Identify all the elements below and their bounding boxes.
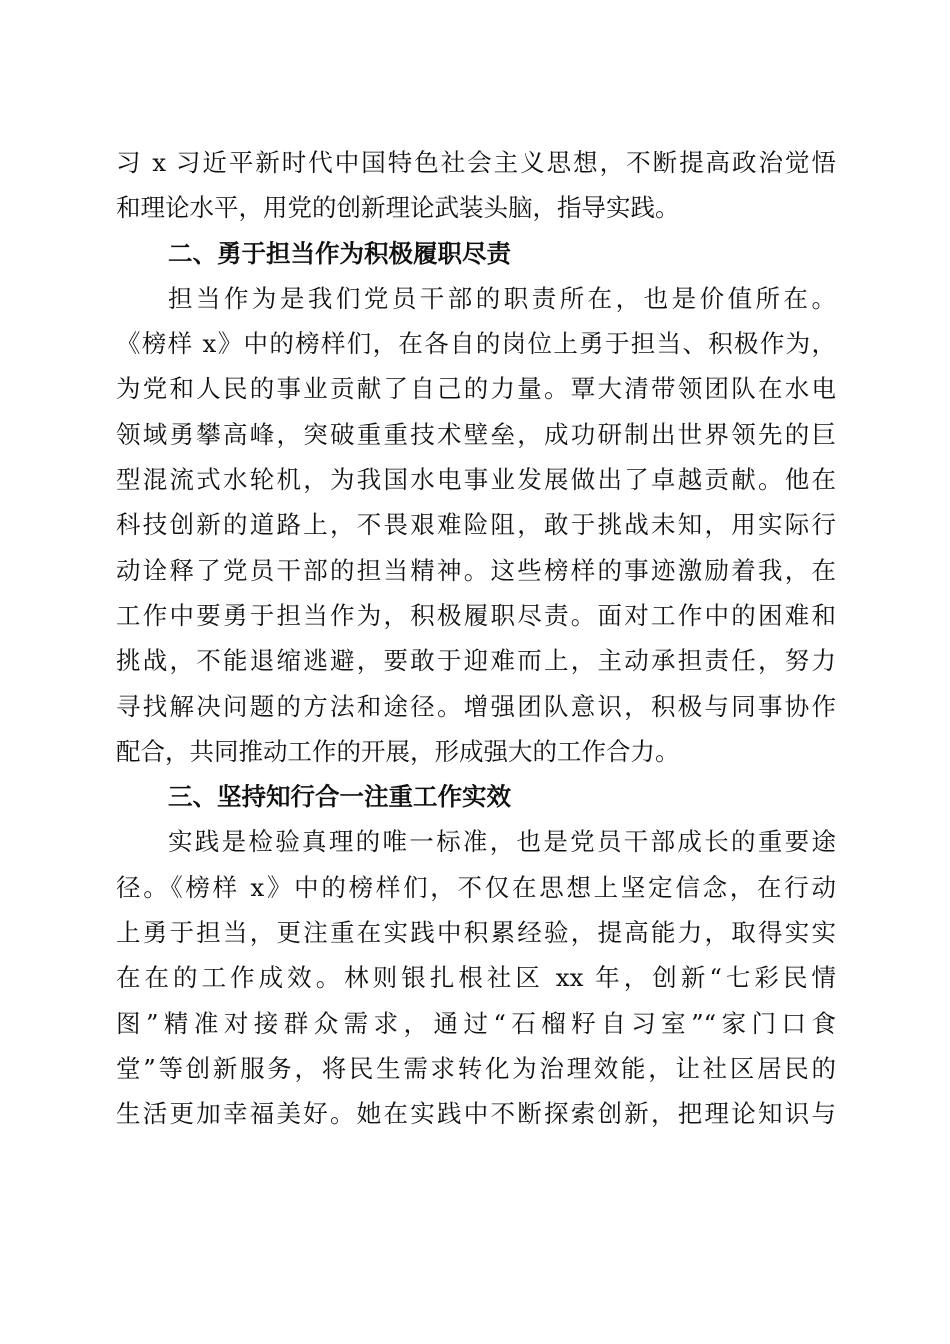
text-line: 领域勇攀高峰，突破重重技术壁垒，成功研制出世界领先的巨 [116, 419, 836, 449]
text-line: 挑战，不能退缩逃避，要敢于迎难而上，主动承担责任，努力 [116, 646, 836, 676]
section-heading-2: 二、勇于担当作为积极履职尽责 [168, 238, 511, 268]
text-line: 《榜样 x》中的榜样们，在各自的岗位上勇于担当、积极作为， [116, 329, 836, 359]
text-line: 动诠释了党员干部的担当精神。这些榜样的事迹激励着我，在 [116, 555, 836, 585]
paragraph-section-2 [116, 276, 836, 774]
text-line: 生活更加幸福美好。她在实践中不断探索创新，把理论知识与 [116, 1099, 836, 1129]
section-heading-3: 三、坚持知行合一注重工作实效 [168, 782, 511, 812]
text-line: 图”精准对接群众需求，通过“石榴籽自习室”“家门口食 [116, 1008, 836, 1038]
text-line: 在在的工作成效。林则银扎根社区 xx 年，创新“七彩民情 [116, 963, 836, 993]
text-line: 和理论水平，用党的创新理论武装头脑，指导实践。 [116, 193, 680, 223]
paragraph-section-3 [116, 819, 836, 1136]
text-line: 型混流式水轮机，为我国水电事业发展做出了卓越贡献。他在 [116, 465, 836, 495]
paragraph-intro [116, 140, 836, 231]
document-body [116, 140, 836, 1137]
text-line: 径。《榜样 x》中的榜样们，不仅在思想上坚定信念，在行动 [116, 872, 836, 902]
text-line: 为党和人民的事业贡献了自己的力量。覃大清带领团队在水电 [116, 374, 836, 404]
text-line: 堂”等创新服务，将民生需求转化为治理效能，让社区居民的 [116, 1053, 836, 1083]
text-line: 寻找解决问题的方法和途径。增强团队意识，积极与同事协作 [116, 691, 836, 721]
text-line: 工作中要勇于担当作为，积极履职尽责。面对工作中的困难和 [116, 600, 836, 630]
text-line: 担当作为是我们党员干部的职责所在，也是价值所在。 [168, 283, 836, 313]
text-line: 配合，共同推动工作的开展，形成强大的工作合力。 [116, 736, 680, 766]
text-line: 习 x 习近平新时代中国特色社会主义思想，不断提高政治觉悟 [116, 148, 836, 177]
text-line: 科技创新的道路上，不畏艰难险阻，敢于挑战未知，用实际行 [116, 510, 836, 540]
text-line: 实践是检验真理的唯一标准，也是党员干部成长的重要途 [168, 827, 836, 857]
text-line: 上勇于担当，更注重在实践中积累经验，提高能力，取得实实 [116, 918, 836, 948]
